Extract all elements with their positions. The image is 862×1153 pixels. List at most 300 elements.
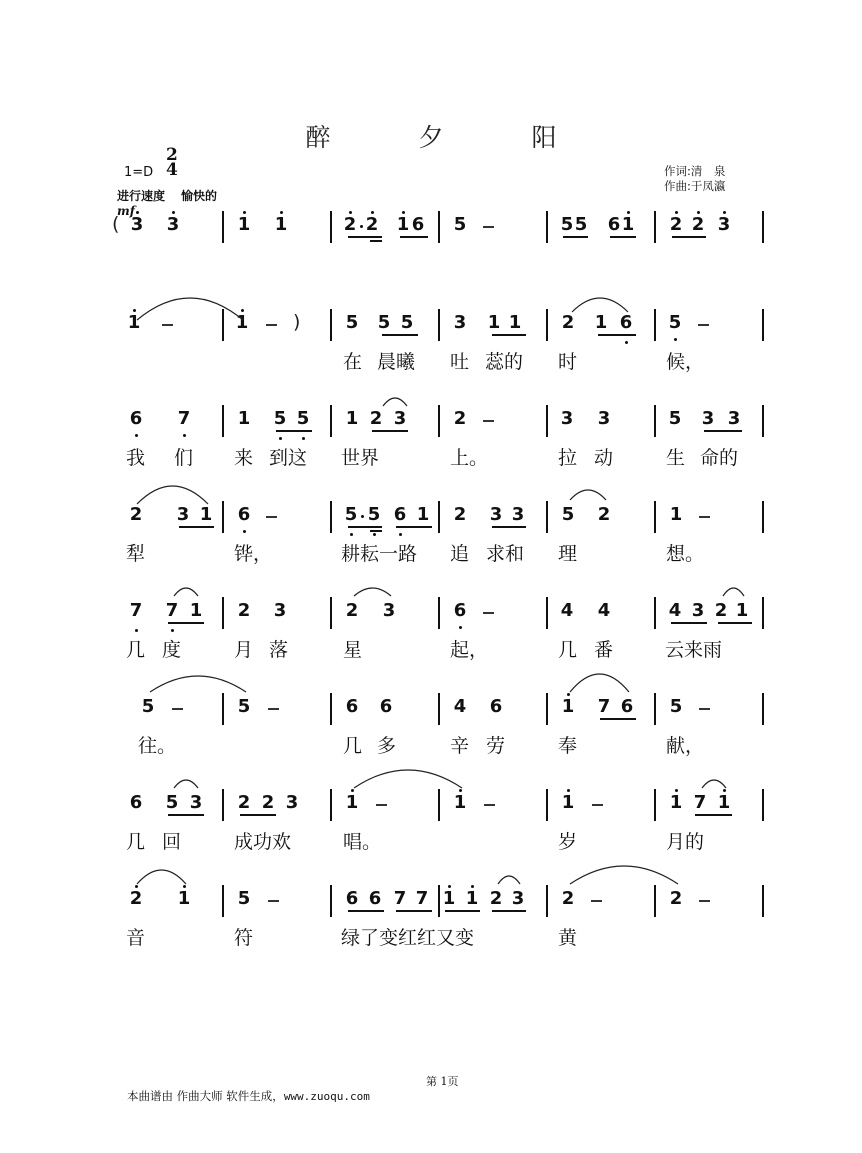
note-6: 6 (129, 408, 143, 429)
note-3: 3 (597, 408, 611, 429)
note-7: 7 (177, 408, 191, 429)
high-octave-dot (133, 309, 136, 312)
note-3: 3 (701, 408, 715, 429)
note-7: 7 (129, 600, 143, 621)
low-octave-dot (373, 533, 376, 536)
lyric: 耕耘一路 (341, 543, 418, 565)
note-2: 2 (453, 504, 467, 525)
note-2: 2 (714, 600, 728, 621)
high-octave-dot (371, 211, 374, 214)
note-3: 3 (285, 792, 299, 813)
note-1: 1 (669, 792, 683, 813)
note-2: 2 (453, 408, 467, 429)
beam-underline (382, 334, 418, 336)
note-6: 6 (607, 214, 621, 235)
augmentation-dot (361, 515, 364, 518)
lyric: 想。 (666, 543, 705, 565)
note-3: 3 (727, 408, 741, 429)
note-4: 4 (560, 600, 574, 621)
high-octave-dot (241, 309, 244, 312)
lyric: 度 (162, 639, 182, 661)
high-octave-dot (697, 211, 700, 214)
beam-underline (672, 236, 706, 238)
note-5: 5 (296, 408, 310, 429)
note-3: 3 (560, 408, 574, 429)
lyric: 符 (234, 927, 254, 949)
sustain-dash (592, 804, 603, 806)
dynamic-marking: mf (117, 204, 135, 218)
lyric: 落 (269, 639, 289, 661)
intro-paren-open: ( (112, 213, 120, 235)
key-signature: 1=D (124, 165, 154, 180)
note-1: 1 (621, 214, 635, 235)
augmentation-dot (360, 225, 363, 228)
sustain-dash (484, 804, 495, 806)
note-2: 2 (669, 888, 683, 909)
lyric: 上。 (450, 447, 489, 469)
barline-end (762, 405, 764, 437)
tempo-label: 进行速度 (117, 189, 166, 203)
note-2: 2 (691, 214, 705, 235)
lyric: 黄 (558, 927, 578, 949)
composer: 作曲:于凤瀛 (664, 179, 726, 193)
barline (222, 211, 224, 243)
note-2: 2 (345, 600, 359, 621)
note-1: 1 (594, 312, 608, 333)
note-3: 3 (382, 600, 396, 621)
lyric: 多 (377, 735, 397, 757)
time-signature (166, 145, 178, 180)
high-octave-dot (459, 789, 462, 792)
lyric: 生 (666, 447, 686, 469)
beam-underline (718, 622, 752, 624)
lyric: 云来雨 (665, 639, 723, 661)
slur (137, 298, 243, 320)
high-octave-dot (402, 211, 405, 214)
beam-underline (492, 526, 526, 528)
low-octave-dot (350, 533, 353, 536)
barline (330, 501, 332, 533)
note-7: 7 (693, 792, 707, 813)
generator-url: www.zuoqu.com (283, 1090, 370, 1103)
sustain-dash (162, 324, 173, 326)
low-octave-dot (279, 437, 282, 440)
tempo-marking (117, 187, 233, 204)
lyric: 奉 (558, 735, 578, 757)
lyric: 蕊的 (485, 351, 524, 373)
beam-underline (396, 910, 432, 912)
barline (546, 501, 548, 533)
barline (222, 501, 224, 533)
lyric: 星 (343, 639, 363, 661)
lyric: 几 (126, 831, 146, 853)
time-signature-top: 2 (166, 145, 178, 165)
note-2: 2 (561, 888, 575, 909)
barline (654, 309, 656, 341)
high-octave-dot (471, 885, 474, 888)
lyric: 绿了变红红又变 (341, 927, 475, 949)
sustain-dash (268, 900, 279, 902)
note-7: 7 (415, 888, 429, 909)
high-octave-dot (135, 885, 138, 888)
barline (222, 789, 224, 821)
slur (723, 588, 744, 596)
note-1: 1 (345, 408, 359, 429)
barline (330, 789, 332, 821)
note-6: 6 (345, 888, 359, 909)
high-octave-dot (136, 211, 139, 214)
barline (222, 309, 224, 341)
lyric: 们 (174, 447, 194, 469)
slur (150, 676, 246, 692)
lyric: 理 (558, 543, 578, 565)
sustain-dash (699, 708, 710, 710)
beam-underline (168, 814, 204, 816)
lyric: 求和 (486, 543, 525, 565)
note-6: 6 (619, 312, 633, 333)
lyric: 来 (234, 447, 254, 469)
slur (570, 866, 678, 884)
barline (330, 885, 332, 917)
note-2: 2 (237, 792, 251, 813)
note-6: 6 (368, 888, 382, 909)
note-1: 1 (127, 312, 141, 333)
note-5: 5 (561, 504, 575, 525)
intro-paren-close: ) (293, 311, 301, 333)
note-5: 5 (367, 504, 381, 525)
note-4: 4 (453, 696, 467, 717)
beam-underline (704, 430, 742, 432)
sustain-dash (172, 708, 183, 710)
lyric: 献， (666, 735, 705, 757)
lyric: 晨曦 (377, 351, 416, 373)
lyric: 在 (343, 351, 363, 373)
barline (654, 597, 656, 629)
barline (654, 693, 656, 725)
slur (354, 588, 391, 596)
beam-underline (276, 430, 312, 432)
note-6: 6 (345, 696, 359, 717)
barline (546, 211, 548, 243)
barline (546, 309, 548, 341)
generator-text: 本曲谱由 作曲大师 软件生成， (127, 1089, 284, 1103)
beam-underline (598, 334, 636, 336)
note-1: 1 (561, 792, 575, 813)
sustain-dash (699, 516, 710, 518)
note-5: 5 (668, 408, 682, 429)
barline (438, 693, 440, 725)
slur (174, 588, 198, 596)
note-1: 1 (177, 888, 191, 909)
lyric: 我 (126, 447, 146, 469)
barline (330, 309, 332, 341)
lyric: 几 (343, 735, 363, 757)
barline (222, 885, 224, 917)
time-signature-bottom: 4 (166, 160, 178, 180)
note-1: 1 (396, 214, 410, 235)
note-1: 1 (487, 312, 501, 333)
note-1: 1 (189, 600, 203, 621)
note-6: 6 (411, 214, 425, 235)
barline (438, 405, 440, 437)
barline (222, 597, 224, 629)
barline-end (762, 693, 764, 725)
high-octave-dot (723, 211, 726, 214)
note-1: 1 (345, 792, 359, 813)
note-3: 3 (189, 792, 203, 813)
barline (546, 405, 548, 437)
barline (654, 211, 656, 243)
lyric: 音 (126, 927, 146, 949)
barline (546, 693, 548, 725)
lyric: 成功欢 (234, 831, 292, 853)
beam-underline (671, 622, 707, 624)
note-3: 3 (691, 600, 705, 621)
barline (330, 211, 332, 243)
note-2: 2 (343, 214, 357, 235)
note-2: 2 (597, 504, 611, 525)
barline (438, 309, 440, 341)
lyric: 月 (234, 639, 254, 661)
lyric: 辛 (450, 735, 470, 757)
high-octave-dot (351, 789, 354, 792)
note-6: 6 (620, 696, 634, 717)
note-5: 5 (400, 312, 414, 333)
barline (546, 789, 548, 821)
sustain-dash (266, 324, 277, 326)
note-5: 5 (560, 214, 574, 235)
lyric: 唱。 (343, 831, 382, 853)
note-1: 1 (453, 792, 467, 813)
note-2: 2 (669, 214, 683, 235)
note-2: 2 (369, 408, 383, 429)
note-1: 1 (237, 408, 251, 429)
slur (137, 870, 186, 884)
note-2: 2 (489, 888, 503, 909)
barline (438, 789, 440, 821)
low-octave-dot (135, 434, 138, 437)
low-octave-dot (135, 629, 138, 632)
slur (137, 486, 208, 504)
lyric: 铧， (234, 543, 273, 565)
note-3: 3 (453, 312, 467, 333)
song-title: 醉 夕 阳 (305, 123, 597, 152)
low-octave-dot (399, 533, 402, 536)
barline (654, 789, 656, 821)
note-5: 5 (344, 504, 358, 525)
note-5: 5 (165, 792, 179, 813)
sustain-dash (376, 804, 387, 806)
note-5: 5 (273, 408, 287, 429)
note-1: 1 (235, 312, 249, 333)
lyric: 到这 (269, 447, 308, 469)
note-3: 3 (166, 214, 180, 235)
low-octave-dot (171, 629, 174, 632)
note-3: 3 (273, 600, 287, 621)
note-4: 4 (668, 600, 682, 621)
note-5: 5 (237, 888, 251, 909)
barline (222, 405, 224, 437)
beam-underline (168, 622, 204, 624)
note-2: 2 (561, 312, 575, 333)
lyric: 岁 (558, 831, 578, 853)
note-7: 7 (165, 600, 179, 621)
note-3: 3 (489, 504, 503, 525)
barline (546, 885, 548, 917)
barline (438, 885, 440, 917)
lyric: 时 (558, 351, 578, 373)
lyric: 几 (558, 639, 578, 661)
high-octave-dot (448, 885, 451, 888)
beam-underline (445, 910, 480, 912)
slur (498, 876, 520, 884)
barline (546, 597, 548, 629)
note-1: 1 (508, 312, 522, 333)
sustain-dash (483, 420, 494, 422)
beam-underline (179, 526, 214, 528)
note-6: 6 (379, 696, 393, 717)
beam-underline (370, 236, 382, 238)
barline (330, 405, 332, 437)
sustain-dash (268, 708, 279, 710)
beam-underline (492, 334, 526, 336)
beam-underline (600, 718, 636, 720)
barline-end (762, 309, 764, 341)
note-5: 5 (141, 696, 155, 717)
barline-end (762, 597, 764, 629)
lyric: 番 (594, 639, 614, 661)
note-3: 3 (511, 504, 525, 525)
sustain-dash (483, 612, 494, 614)
beam-underline (396, 526, 432, 528)
note-5: 5 (574, 214, 588, 235)
high-octave-dot (723, 789, 726, 792)
note-3: 3 (511, 888, 525, 909)
beam-underline (610, 236, 636, 238)
sustain-dash (483, 226, 494, 228)
sustain-dash (699, 900, 710, 902)
high-octave-dot (627, 211, 630, 214)
beam-underline (240, 814, 276, 816)
slur (174, 780, 198, 788)
beam-underline (563, 236, 588, 238)
low-octave-dot (243, 530, 246, 533)
note-2: 2 (365, 214, 379, 235)
barline (438, 597, 440, 629)
note-1: 1 (717, 792, 731, 813)
note-5: 5 (377, 312, 391, 333)
high-octave-dot (675, 211, 678, 214)
note-5: 5 (345, 312, 359, 333)
note-1: 1 (442, 888, 456, 909)
note-1: 1 (416, 504, 430, 525)
note-6: 6 (393, 504, 407, 525)
barline-end (762, 789, 764, 821)
lyric: 动 (594, 447, 614, 469)
note-6: 6 (129, 792, 143, 813)
note-2: 2 (129, 504, 143, 525)
generator-note (127, 1088, 370, 1104)
note-2: 2 (237, 600, 251, 621)
barline (654, 885, 656, 917)
note-5: 5 (669, 696, 683, 717)
high-octave-dot (183, 885, 186, 888)
sustain-dash (266, 516, 277, 518)
note-5: 5 (237, 696, 251, 717)
note-6: 6 (237, 504, 251, 525)
high-octave-dot (172, 211, 175, 214)
barline (330, 693, 332, 725)
note-1: 1 (561, 696, 575, 717)
barline (330, 597, 332, 629)
page-number: 第 1页 (426, 1075, 459, 1088)
high-octave-dot (567, 789, 570, 792)
lyric: 往。 (138, 735, 177, 757)
low-octave-dot (302, 437, 305, 440)
lyric: 追 (450, 543, 470, 565)
note-3: 3 (176, 504, 190, 525)
beam-underline-double (370, 240, 382, 242)
beam-underline (492, 910, 526, 912)
lyric: 候， (666, 351, 705, 373)
lyric: 几 (126, 639, 146, 661)
beam-underline (370, 526, 382, 528)
lyric: 回 (162, 831, 182, 853)
low-octave-dot (183, 434, 186, 437)
lyric: 起， (450, 639, 489, 661)
note-6: 6 (453, 600, 467, 621)
note-7: 7 (597, 696, 611, 717)
note-1: 1 (735, 600, 749, 621)
beam-underline (695, 814, 732, 816)
low-octave-dot (459, 626, 462, 629)
high-octave-dot (243, 211, 246, 214)
note-1: 1 (274, 214, 288, 235)
slur (354, 770, 462, 788)
slur (383, 398, 407, 406)
barline-end (762, 211, 764, 243)
note-3: 3 (130, 214, 144, 235)
lyricist: 作词:清 泉 (664, 164, 726, 178)
lyric: 劳 (486, 735, 506, 757)
lyric: 命的 (700, 447, 739, 469)
slur (572, 298, 628, 312)
lyric: 月的 (666, 831, 705, 853)
credits (664, 164, 725, 194)
sustain-dash (698, 324, 709, 326)
barline-end (762, 885, 764, 917)
note-4: 4 (597, 600, 611, 621)
high-octave-dot (567, 693, 570, 696)
slur (570, 674, 629, 692)
tempo-value: 愉快的 (181, 189, 218, 203)
note-1: 1 (465, 888, 479, 909)
note-7: 7 (393, 888, 407, 909)
high-octave-dot (349, 211, 352, 214)
note-2: 2 (129, 888, 143, 909)
note-1: 1 (237, 214, 251, 235)
beam-underline (400, 236, 428, 238)
slur (702, 780, 726, 788)
sustain-dash (591, 900, 602, 902)
barline (654, 501, 656, 533)
note-1: 1 (199, 504, 213, 525)
note-5: 5 (668, 312, 682, 333)
note-2: 2 (261, 792, 275, 813)
barline (654, 405, 656, 437)
lyric: 拉 (558, 447, 578, 469)
slur (570, 490, 606, 500)
